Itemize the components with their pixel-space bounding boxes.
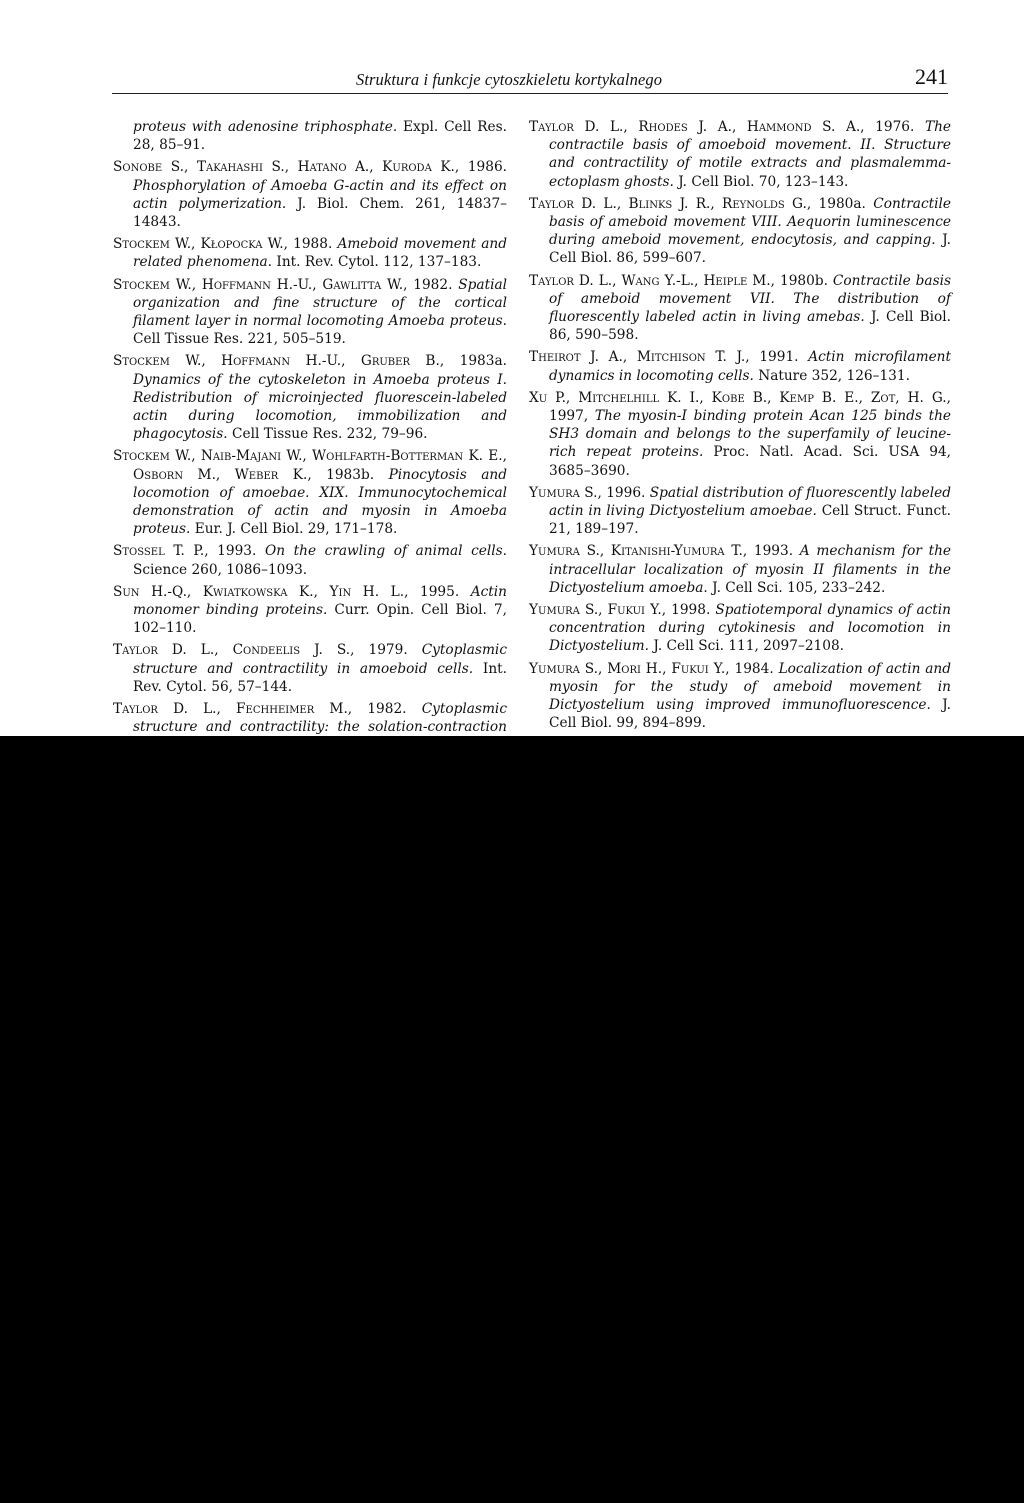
reference-title: Pinocytosis and locomotion of amoebae. XIX. Immunocytochemical demonstration of actin and myosin in Amoeba proteus. <box>133 466 507 538</box>
reference-title: Actin monomer binding proteins. <box>133 583 507 619</box>
reference-year: 1991. <box>759 349 799 366</box>
reference-year: 1986. <box>467 159 507 176</box>
reference-source: Cell Tissue Res. 232, 79–96. <box>232 426 428 443</box>
reference-title: Actin microfilament dynamics in locomoting cells. <box>549 349 951 384</box>
reference-source: J. Cell Sci. 111, 2097–2108. <box>653 638 845 655</box>
reference-entry <box>529 660 951 733</box>
reference-authors: Stockem W., Hoffmann H.-U., Gruber B., <box>113 353 445 370</box>
reference-year: 1979. <box>368 642 408 659</box>
reference-authors: Yumura S., Mori H., Fukui Y., <box>529 660 730 677</box>
reference-authors: Stockem W., Naib-Majani W., Wohlfarth-Botterman K. E., Osborn M., Weber K., <box>113 448 507 483</box>
reference-year: 1988. <box>293 236 333 253</box>
reference-source: J. Cell Biol. 70, 123–143. <box>678 173 849 190</box>
reference-source: Curr. Opin. Cell Biol. 7, 102–110. <box>133 602 507 637</box>
reference-title: The contractile basis of amoeboid movement. II. Structure and contractility of motile extracts and plasmalemma-ectoplasm ghosts. <box>549 119 951 190</box>
reference-entry <box>113 158 507 231</box>
reference-authors: Theirot J. A., Mitchison T. J., <box>529 349 750 366</box>
reference-source: J. Cell Sci. 105, 233–242. <box>712 579 886 596</box>
reference-source: Science 260, 1086–1093. <box>133 561 308 578</box>
reference-year: 1996. <box>606 484 646 501</box>
reference-entry <box>113 641 507 696</box>
reference-entry <box>113 118 507 154</box>
page-header <box>112 62 948 98</box>
reference-year: 1980a. <box>818 195 866 212</box>
reference-entry <box>529 484 951 539</box>
reference-source: Int. Rev. Cytol. 112, 137–183. <box>276 254 482 271</box>
reference-source: Expl. Cell Res. 28, 85–91. <box>133 119 508 154</box>
reference-source: J. Biol. Chem. 261, 14837–14843. <box>133 195 507 231</box>
reference-authors: Taylor D. L., Fechheimer M., <box>113 701 353 718</box>
reference-title: Contractile basis of ameboid movement VIII. Aequorin luminescence during ameboid movement, endocytosis, and capping. <box>549 195 951 249</box>
reference-source: Cell Tissue Res. 221, 505–519. <box>133 331 346 348</box>
reference-authors: Taylor D. L., Blinks J. R., Reynolds G., <box>529 195 812 212</box>
reference-year: 1980b. <box>779 272 828 289</box>
reference-title: Contractile basis of ameboid movement VII. The distribution of fluorescently labeled actin in living amebas. <box>549 272 951 326</box>
reference-authors: Yumura S., <box>529 484 602 501</box>
reference-source: J. Cell Biol. 86, 599–607. <box>549 232 951 267</box>
reference-entry <box>529 542 951 597</box>
reference-title: The myosin-I binding protein Acan 125 binds the SH3 domain and belongs to the superfamily of leucine-rich repeat proteins. <box>549 408 951 461</box>
reference-year: 1982. <box>367 701 407 718</box>
reference-entry <box>113 583 507 638</box>
reference-authors: Sonobe S., Takahashi S., Hatano A., Kuroda K., <box>113 159 460 176</box>
reference-authors: Taylor D. L., Wang Y.-L., Heiple M., <box>529 272 775 289</box>
reference-authors: Taylor D. L., Condeelis J. S., <box>113 642 355 659</box>
reference-source: Cell Struct. Funct. 21, 189–197. <box>549 503 952 538</box>
reference-title: Localization of actin and myosin for the study of ameboid movement in Dictyostelium using improved immunofluorescence. <box>549 660 952 714</box>
reference-year: 1998. <box>671 602 711 619</box>
page-number: 241 <box>915 64 948 89</box>
reference-year: 1997, <box>549 408 589 425</box>
reference-year: 1995. <box>420 583 460 600</box>
reference-source: Eur. J. Cell Biol. 29, 171–178. <box>194 521 398 538</box>
reference-title: Dynamics of the cytoskeleton in Amoeba proteus I. Redistribution of microinjected fluorescein-labeled actin during locomotion, immobilization and phagocytosis. <box>133 371 507 443</box>
reference-authors: Stossel T. P., <box>113 543 209 560</box>
reference-entry <box>113 352 507 443</box>
reference-source: J. Cell Biol. 99, 894–899. <box>549 697 951 732</box>
reference-entry <box>529 601 951 656</box>
reference-entry <box>529 389 951 480</box>
blank-scan-area <box>0 736 1024 1503</box>
reference-column-right <box>529 118 951 737</box>
header-rule <box>112 93 948 94</box>
reference-column-left <box>113 118 507 777</box>
reference-year: 1983b. <box>326 466 375 483</box>
reference-authors: Stockem W., Kłopocka W., <box>113 236 288 253</box>
reference-year: 1993. <box>217 543 257 560</box>
reference-authors: Sun H.-Q., Kwiatkowska K., Yin H. L., <box>113 583 409 600</box>
running-title: Struktura i funkcje cytoszkieletu kortykalnego <box>356 70 663 89</box>
reference-year: 1976. <box>875 119 915 135</box>
reference-title: Spatiotemporal dynamics of actin concentration during cytokinesis and locomotion in Dictyostelium. <box>549 602 951 655</box>
reference-entry <box>113 447 507 538</box>
reference-title: A mechanism for the intracellular localization of myosin II filaments in the Dictyostelium amoeba. <box>549 543 951 596</box>
reference-authors: Yumura S., Fukui Y., <box>529 602 667 619</box>
reference-entry <box>529 195 951 268</box>
reference-year: 1984. <box>734 660 774 677</box>
reference-year: 1982. <box>413 276 453 293</box>
reference-entry <box>113 235 507 271</box>
reference-title: On the crawling of animal cells. <box>264 543 508 560</box>
reference-source: Proc. Natl. Acad. Sci. USA 94, 3685–3690. <box>549 444 951 479</box>
reference-year: 1983a. <box>459 353 507 370</box>
reference-title: Spatial distribution of fluorescently labeled actin in living Dictyostelium amoebae. <box>549 484 951 520</box>
reference-title: Cytoplasmic structure and contractility: the solation-contraction <box>133 701 507 736</box>
reference-entry <box>529 272 951 345</box>
reference-source: Int. Rev. Cytol. 56, 57–144. <box>133 660 507 695</box>
reference-entry <box>529 348 951 384</box>
reference-source: Nature 352, 126–131. <box>758 367 910 384</box>
reference-authors: Stockem W., Hoffmann H.-U., Gawlitta W., <box>113 276 408 293</box>
reference-authors: Yumura S., Kitanishi-Yumura T., <box>529 543 748 560</box>
reference-title: proteus with adenosine triphosphate. <box>133 119 398 135</box>
reference-year: 1993. <box>753 543 794 560</box>
reference-title: Phosphorylation of Amoeba G-actin and its effect on actin polymerization. <box>133 177 507 212</box>
reference-entry <box>529 118 951 191</box>
reference-authors: Xu P., Mitchelhill K. I., Kobe B., Kemp B. E., Zot, H. G., <box>529 389 951 406</box>
reference-entry <box>113 542 507 578</box>
reference-source: J. Cell Biol. 86, 590–598. <box>549 309 951 344</box>
reference-title: Spatial organization and fine structure of the cortical filament layer in normal locomoting Amoeba proteus. <box>133 276 507 330</box>
reference-title: Cytoplasmic structure and contractility in amoeboid cells. <box>133 642 507 677</box>
reference-authors: Taylor D. L., Rhodes J. A., Hammond S. A., <box>529 119 865 135</box>
reference-entry <box>113 276 507 349</box>
reference-title: Ameboid movement and related phenomena. <box>133 236 507 271</box>
